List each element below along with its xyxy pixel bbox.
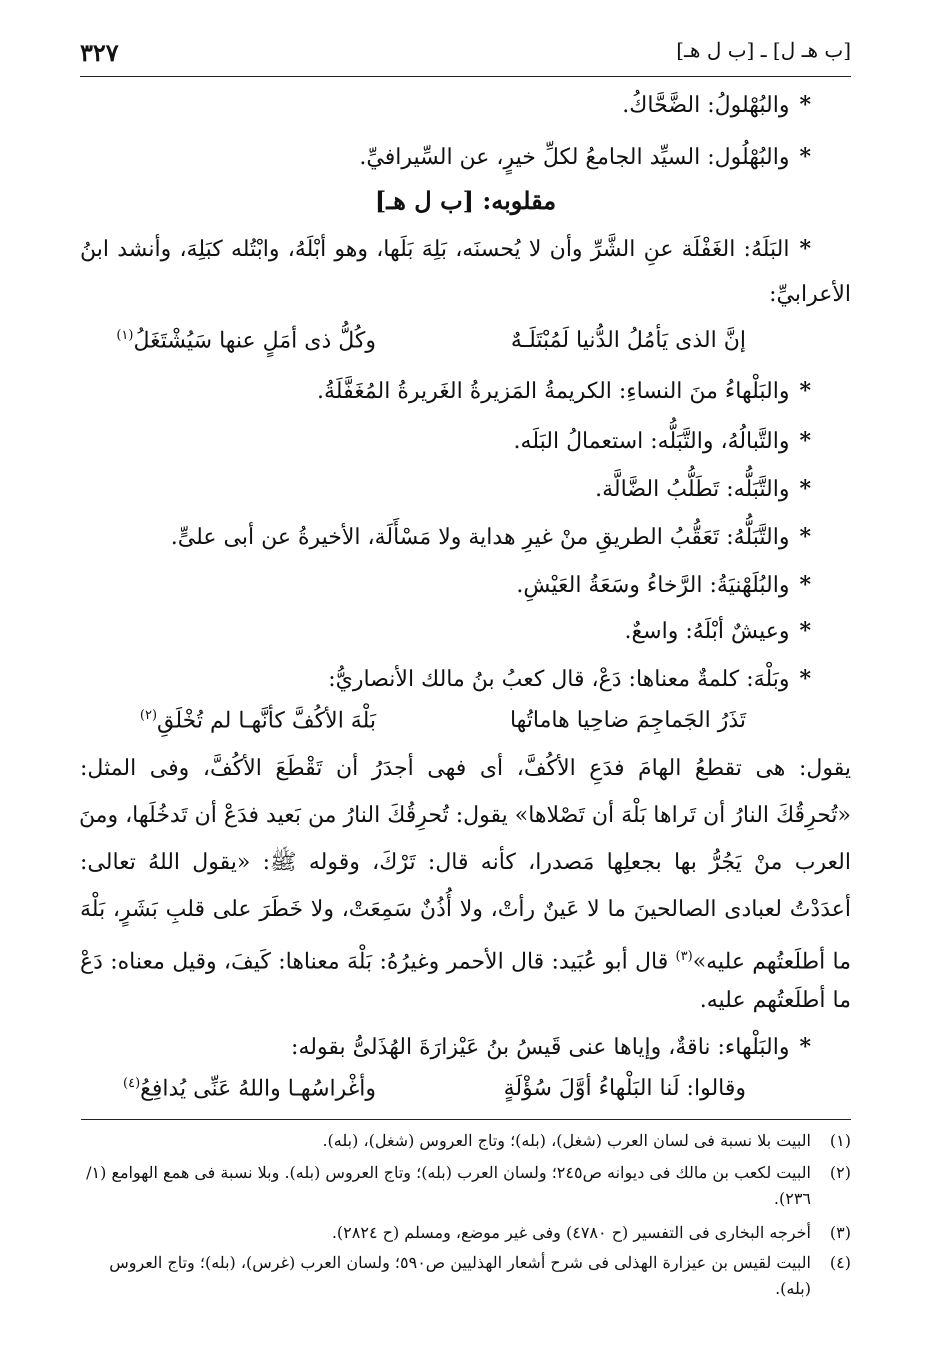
footnote-number: (١) — [829, 1131, 851, 1150]
hemistich-text: وأغْراسُهـا واللهُ عَنِّى يُدافِعُ — [140, 1076, 376, 1102]
entry-line — [80, 1030, 811, 1065]
paragraph-line: العرب منْ يَجُرُّ بها بجعلِها مَصدرا، كأنه قال: تَرْكَ، وقوله ﷺ: «يقول اللهُ تعالى: — [80, 850, 851, 875]
verse-hemistich-right: إنَّ الذى يَأمُلُ الدُّنيا لَمُبْتَلَـهٌ — [510, 328, 746, 353]
entry-text: والبَلْهاء: ناقةٌ، وإياها عنى قَيسُ بنُ عَيْزارَةَ الهُذَلىُّ بقوله: — [291, 1035, 790, 1060]
verse-hemistich-left — [123, 1076, 376, 1101]
paragraph-line: أعدَدْتُ لعبادى الصالحينَ ما لا عَينٌ رأتْ، ولا أُذُنٌ سَمِعَتْ، ولا خَطَرَ على قلبِ بَشَرٍ، بَلْهَ — [80, 897, 851, 922]
footnote-ref: (١) — [116, 328, 134, 343]
entry-text: وبَلْهَ: كلمةٌ معناها: دَعْ، قال كعبُ بنُ مالك الأنصاريُّ: — [328, 667, 790, 692]
entry-line-continued: الأعرابيِّ: — [769, 282, 851, 307]
asterisk-marker: * — [799, 1034, 811, 1060]
entry-text: وعيشٌ أبْلَهُ: واسعٌ. — [624, 619, 790, 644]
entry-text: والتَّبَلُّهُ: تَعَقُّبُ الطريقِ منْ غيرِ هداية ولا مَسْأَلَة، الأخيرةُ عن أبى علىٍّ. — [170, 525, 790, 550]
footnote — [80, 1250, 851, 1302]
entry-line — [80, 232, 811, 267]
verse-hemistich-left — [116, 328, 376, 353]
entry-text: والتَّبَلُّه: تَطَلُّبُ الضَّالَّة. — [595, 477, 790, 502]
footnote-number: (٢) — [829, 1163, 851, 1182]
asterisk-marker: * — [799, 236, 811, 262]
entry-line — [80, 88, 811, 123]
verse-hemistich-right: تَذَرُ الجَماجِمَ ضاحِيا هاماتُها — [509, 708, 746, 733]
running-header — [80, 38, 851, 68]
running-title: [ب هـ ل] ـ [ب ل هـ] — [676, 38, 851, 62]
asterisk-marker: * — [799, 524, 811, 550]
asterisk-marker: * — [799, 476, 811, 502]
footnote-ref: (٣) — [675, 949, 693, 964]
verse-line — [80, 328, 851, 364]
paragraph-text: ما أطلَعتُهم عليه» — [692, 949, 852, 975]
entry-line — [80, 374, 811, 409]
header-rule — [80, 76, 851, 77]
entry-text: والبُلَهْنيَةُ: الرَّخاءُ وسَعَةُ العَيْشِ. — [516, 573, 790, 598]
entry-line — [80, 662, 811, 697]
asterisk-marker: * — [799, 144, 811, 170]
entry-line — [80, 520, 811, 555]
entry-text: والبَلْهاءُ منَ النساءِ: الكريمةُ المَزيرةُ الغَريرةُ المُغَفَّلَةُ. — [317, 379, 790, 404]
asterisk-marker: * — [799, 666, 811, 692]
verse-line — [80, 708, 851, 744]
footnote-ref: (٢) — [139, 708, 158, 723]
entry-text: والتَّبالُهُ، والتَّبَلُّه: استعمالُ البَلَه. — [513, 429, 790, 454]
hemistich-text: وكُلُّ ذى أمَلٍ عنها سَيُشْتَغَلُ — [133, 328, 376, 354]
footnote-number: (٤) — [829, 1253, 851, 1272]
hemistich-text: بَلْهَ الأكُفَّ كأنَّهـا لم تُخْلَقِ — [157, 708, 376, 734]
footnote-text: البيت لقيس بن عيزارة الهذلى فى شرح أشعار الهذليين ص٥٩٠؛ ولسان العرب (غرس)، (بله)؛ وتاج العروس (بله). — [109, 1253, 811, 1298]
paragraph-line — [80, 940, 851, 979]
footnote-text: البيت لكعب بن مالك فى ديوانه ص٢٤٥؛ ولسان العرب (بله)؛ وتاج العروس (بله). وبلا نسبة فى همع الهوامع (١/ ٢٣٦). — [86, 1163, 811, 1208]
entry-line — [80, 472, 811, 507]
entry-line — [80, 424, 811, 459]
paragraph-line: ما أطلَعتُهم عليه. — [699, 988, 851, 1013]
paragraph-line: يقول: هى تقطعُ الهامَ فدَعِ الأكُفَّ، أى فهى أجدَرُ أن تَقْطَعَ الأكُفَّ، وفى المثل: — [80, 756, 851, 781]
verse-line — [80, 1076, 851, 1112]
footnote-separator — [81, 1119, 851, 1120]
footnote-text: أخرجه البخارى فى التفسير (ح ٤٧٨٠) وفى غير موضع، ومسلم (ح ٢٨٢٤). — [331, 1223, 811, 1242]
entry-text: البَلَهُ: الغَفْلَة عنِ الشَّرِّ وأن لا يُحسنَه، بَلِهَ بَلَها، وهو أبْلَهُ، وابْتُله كبَلِهَ، وأنشد ابنُ — [80, 237, 790, 262]
asterisk-marker: * — [799, 92, 811, 118]
footnote-ref: (٤) — [123, 1076, 141, 1091]
asterisk-marker: * — [799, 378, 811, 404]
verse-hemistich-right: وقالوا: لَنا البَلْهاءُ أوَّلَ سُؤْلَةٍ — [503, 1076, 746, 1101]
entry-text: والبُهْلولُ: الضَّحَّاكُ. — [622, 93, 790, 118]
footnote-text: البيت بلا نسبة فى لسان العرب (شغل)، (بله)؛ وتاج العروس (شغل)، (بله). — [322, 1131, 811, 1150]
asterisk-marker: * — [799, 618, 811, 644]
asterisk-marker: * — [799, 428, 811, 454]
footnote — [80, 1128, 851, 1154]
section-heading: مقلوبه: [ب ل هـ] — [374, 186, 557, 215]
entry-line — [80, 140, 811, 175]
paragraph-line: «تُحرِقُكَ النارُ أن تَراها بَلْهَ أن تَصْلاها» يقول: تُحرِقُكَ النارُ من بَعيد فدَعْ أن تَدخُلَها، ومنَ — [78, 803, 851, 828]
entry-line — [80, 568, 811, 603]
page-number: ٣٢٧ — [80, 38, 119, 67]
entry-line — [80, 614, 811, 649]
footnote — [80, 1160, 851, 1212]
entry-text: والبُهْلُول: السيِّد الجامعُ لكلِّ خيرٍ، عن السِّيرافيِّ. — [359, 145, 790, 170]
asterisk-marker: * — [799, 572, 811, 598]
footnote-number: (٣) — [829, 1223, 851, 1242]
verse-hemistich-left — [140, 708, 376, 733]
paragraph-text: قال أبو عُبَيد: قال الأحمر وغيرُهُ: بَلْهَ معناها: كَيفَ، وقيل معناه: دَعْ — [80, 949, 676, 975]
footnote — [80, 1220, 851, 1246]
